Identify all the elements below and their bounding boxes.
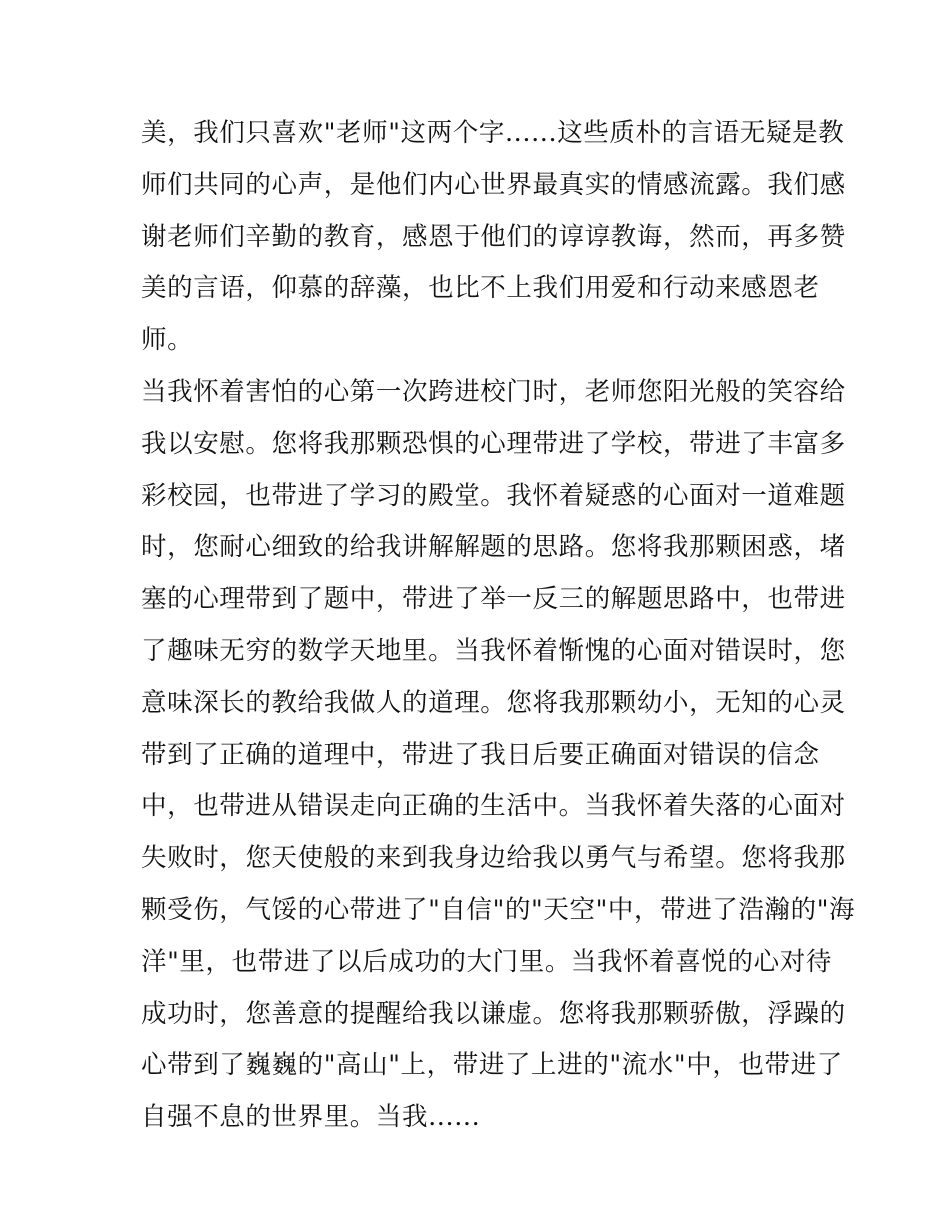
- text-line-1: 美，我们只喜欢"老师"这两个字......这些质朴的言语无疑是教: [141, 118, 845, 148]
- body-text: [141, 108, 856, 1144]
- text-line-17: 洋"里，也带进了以后成功的大门里。当我怀着喜悦的心对待: [141, 946, 832, 977]
- text-line-2: 师们共同的心声，是他们内心世界最真实的情感流露。我们感: [141, 169, 846, 200]
- text-line-14: 中，也带进从错误走向正确的生活中。当我怀着失落的心面对: [141, 791, 846, 822]
- text-line-18: 成功时，您善意的提醒给我以谦虚。您将我那颗骄傲，浮躁的: [141, 998, 846, 1029]
- text-line-10: 塞的心理带到了题中，带进了举一反三的解题思路中，也带进: [141, 584, 846, 615]
- text-line-6: 当我怀着害怕的心第一次跨进校门时，老师您阳光般的笑容给: [141, 376, 846, 407]
- text-line-11: 了趣味无穷的数学天地里。当我怀着惭愧的心面对错误时，您: [141, 635, 846, 666]
- text-line-13: 带到了正确的道理中，带进了我日后要正确面对错误的信念: [141, 739, 820, 770]
- text-line-5: 师。: [141, 325, 194, 356]
- text-line-16: 颗受伤，气馁的心带进了"自信"的"天空"中，带进了浩瀚的"海: [141, 894, 856, 925]
- text-line-20: 自强不息的世界里。当我......: [141, 1102, 481, 1133]
- text-line-15: 失败时，您天使般的来到我身边给我以勇气与希望。您将我那: [141, 843, 846, 874]
- text-line-7: 我以安慰。您将我那颗恐惧的心理带进了学校，带进了丰富多: [141, 428, 846, 459]
- text-line-19: 心带到了巍巍的"高山"上，带进了上进的"流水"中，也带进了: [141, 1050, 843, 1081]
- text-line-12: 意味深长的教给我做人的道理。您将我那颗幼小，无知的心灵: [141, 687, 846, 718]
- text-line-8: 彩校园，也带进了学习的殿堂。我怀着疑惑的心面对一道难题: [141, 480, 846, 511]
- text-line-9: 时，您耐心细致的给我讲解解题的思路。您将我那颗困惑，堵: [141, 532, 846, 563]
- text-line-4: 美的言语，仰慕的辞藻，也比不上我们用爱和行动来感恩老: [141, 273, 820, 304]
- text-line-3: 谢老师们辛勤的教育，感恩于他们的谆谆教诲，然而，再多赞: [141, 221, 846, 252]
